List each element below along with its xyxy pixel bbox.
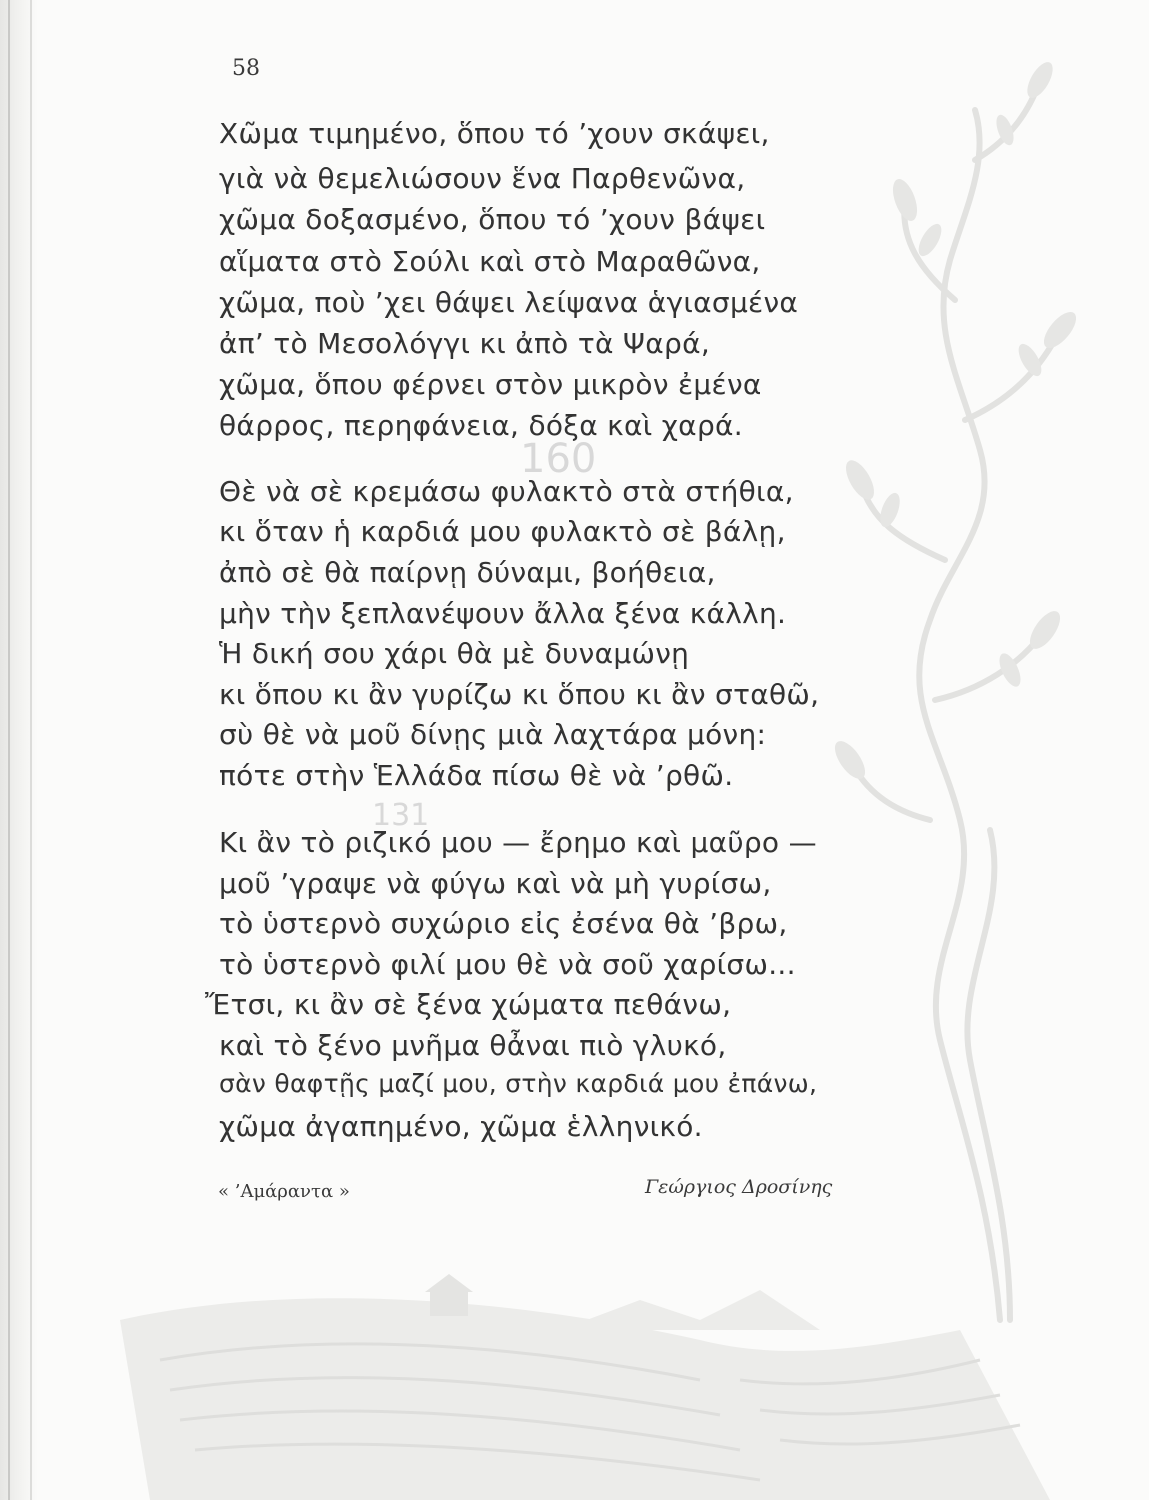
poem-line: γιὰ νὰ θεμελιώσουν ἕνα Παρθενῶνα,: [219, 162, 746, 195]
author-name: Γεώργιος Δροσίνης: [645, 1176, 833, 1198]
poem-line: κι ὅταν ἡ καρδιά μου φυλακτὸ σὲ βάλῃ,: [219, 515, 786, 548]
poem-line: αἵματα στὸ Σούλι καὶ στὸ Μαραθῶνα,: [219, 245, 761, 278]
poem-line: ἀπὸ σὲ θὰ παίρνῃ δύναμι, βοήθεια,: [219, 556, 716, 589]
poem-line: χῶμα, ὅπου φέρνει στὸν μικρὸν ἐμένα: [219, 368, 762, 401]
page-number: 58: [232, 56, 260, 81]
poem-line: Θὲ νὰ σὲ κρεμάσω φυλακτὸ στὰ στήθια,: [219, 475, 794, 508]
pencil-mark-131: 131: [372, 798, 430, 833]
poem-line: κι ὅπου κι ἂν γυρίζω κι ὅπου κι ἂν σταθῶ,: [219, 678, 820, 711]
poem-line: Κι ἂν τὸ ριζικό μου — ἔρημο καὶ μαῦρο —: [219, 826, 817, 859]
poem-line: καὶ τὸ ξένο μνῆμα θἆναι πιὸ γλυκό,: [219, 1029, 727, 1062]
poem-line: πότε στὴν Ἑλλάδα πίσω θὲ νὰ ’ρθῶ.: [219, 759, 734, 792]
poem-line: χῶμα ἀγαπημένο, χῶμα ἑλληνικό.: [219, 1110, 703, 1143]
poem-line: σὰν θαφτῇς μαζί μου, στὴν καρδιά μου ἐπάνω,: [219, 1069, 818, 1098]
poem-line: Ἡ δική σου χάρι θὰ μὲ δυναμώνῃ: [219, 637, 690, 670]
poem-line: σὺ θὲ νὰ μοῦ δίνῃς μιὰ λαχτάρα μόνη:: [219, 718, 767, 751]
poem-line: ἀπ’ τὸ Μεσολόγγι κι ἀπὸ τὰ Ψαρά,: [219, 327, 711, 360]
poem-line: τὸ ὑστερνὸ φιλί μου θὲ νὰ σοῦ χαρίσω...: [219, 948, 796, 981]
poem-line: χῶμα δοξασμένο, ὅπου τό ’χουν βάψει: [219, 203, 766, 236]
poem-line: μοῦ ’γραψε νὰ φύγω καὶ νὰ μὴ γυρίσω,: [219, 867, 772, 900]
pencil-mark-160: 160: [520, 436, 597, 482]
poem-line: μὴν τὴν ξεπλανέψουν ἄλλα ξένα κάλλη.: [219, 597, 787, 630]
source-book-title: « ’Αμάραντα »: [218, 1181, 350, 1202]
poem-line: θάρρος, περηφάνεια, δόξα καὶ χαρά.: [219, 409, 743, 442]
poem-line: τὸ ὑστερνὸ συχώριο εἰς ἐσένα θὰ ’βρω,: [219, 907, 788, 940]
poem-line: χῶμα, ποὺ ’χει θάψει λείψανα ἁγιασμένα: [219, 286, 799, 319]
poem-line: Ἔτσι, κι ἂν σὲ ξένα χώματα πεθάνω,: [205, 988, 732, 1021]
poem-line: Χῶμα τιμημένο, ὅπου τό ’χουν σκάψει,: [219, 117, 770, 150]
